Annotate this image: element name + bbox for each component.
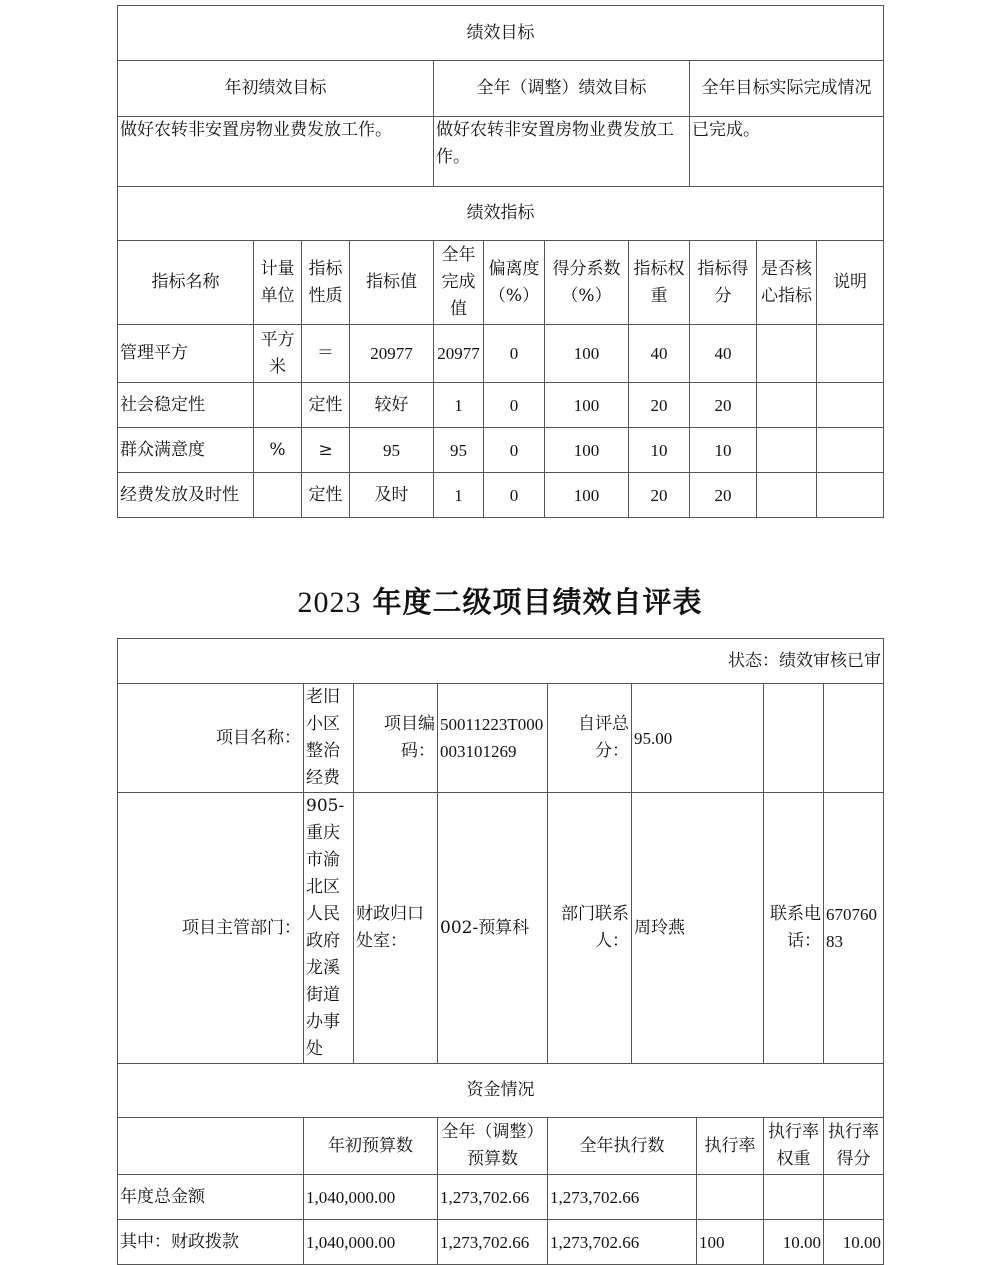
indicator-actual: 1 [434,383,484,428]
table-row [118,428,884,473]
indicator-core [757,428,817,473]
indicator-score: 10 [690,428,757,473]
col-header-note: 说明 [817,241,884,325]
indicator-note [817,428,884,473]
indicator-nature: ≥ [302,428,350,473]
funds-weight [764,1175,824,1220]
funds-executed: 1,273,702.66 [548,1220,697,1265]
status-label: 状态：绩效审核已审 [118,639,884,684]
table-row [118,1175,884,1220]
indicator-note [817,383,884,428]
self-score-label: 自评总分： [548,684,632,793]
indicator-note [817,325,884,383]
funds-row-label: 年度总金额 [118,1175,304,1220]
finance-office-label: 财政归口处室： [354,793,438,1064]
indicator-nature: 定性 [302,383,350,428]
col-header-score: 指标得分 [690,241,757,325]
funds-header-executed: 全年执行数 [548,1118,697,1175]
col-header-target: 指标值 [350,241,434,325]
document-title [0,580,1000,621]
adjusted-goal-value: 做好农转非安置房物业费发放工作。 [434,117,690,187]
indicator-coef: 100 [545,428,629,473]
contact-value: 周玲燕 [632,793,764,1064]
indicator-target: 及时 [350,473,434,518]
indicator-name: 群众满意度 [118,428,254,473]
title-text: 年度二级项目绩效自评表 [372,585,703,619]
performance-table [117,5,884,518]
funds-header-initial: 年初预算数 [304,1118,438,1175]
actual-completion-header: 全年目标实际完成情况 [690,61,884,117]
empty-cell [824,684,884,793]
indicator-score: 20 [690,473,757,518]
funds-score [824,1175,884,1220]
funds-section-header: 资金情况 [118,1064,884,1118]
initial-goal-header: 年初绩效目标 [118,61,434,117]
indicator-deviation: 0 [484,325,545,383]
indicator-weight: 20 [629,473,690,518]
funds-header-weight: 执行率权重 [764,1118,824,1175]
indicator-target: 较好 [350,383,434,428]
col-header-actual: 全年完成值 [434,241,484,325]
indicator-coef: 100 [545,473,629,518]
col-header-weight: 指标权重 [629,241,690,325]
indicator-core [757,325,817,383]
project-code-label: 项目编码： [354,684,438,793]
col-header-coef: 得分系数（%） [545,241,629,325]
indicator-weight: 10 [629,428,690,473]
col-header-nature: 指标性质 [302,241,350,325]
table-row [118,383,884,428]
indicator-score: 20 [690,383,757,428]
indicator-unit: % [254,428,302,473]
title-year: 2023 [297,586,362,619]
funds-row-label: 其中：财政拨款 [118,1220,304,1265]
col-header-unit: 计量单位 [254,241,302,325]
indicator-deviation: 0 [484,428,545,473]
indicator-nature: ＝ [302,325,350,383]
funds-initial: 1,040,000.00 [304,1175,438,1220]
indicator-score: 40 [690,325,757,383]
evaluation-table [117,638,884,1265]
indicator-name: 社会稳定性 [118,383,254,428]
col-header-deviation: 偏离度（%） [484,241,545,325]
indicator-unit [254,473,302,518]
project-name-label: 项目名称： [118,684,304,793]
indicator-unit [254,383,302,428]
funds-rate: 100 [697,1220,764,1265]
table-row [118,1220,884,1265]
empty-cell [764,684,824,793]
dept-label: 项目主管部门： [118,793,304,1064]
indicator-core [757,383,817,428]
indicator-actual: 95 [434,428,484,473]
indicator-deviation: 0 [484,383,545,428]
indicator-target: 95 [350,428,434,473]
col-header-core: 是否核心指标 [757,241,817,325]
self-score-value: 95.00 [632,684,764,793]
funds-score: 10.00 [824,1220,884,1265]
indicator-actual: 20977 [434,325,484,383]
indicator-weight: 40 [629,325,690,383]
indicator-note [817,473,884,518]
table-row [118,473,884,518]
indicator-name: 管理平方 [118,325,254,383]
funds-initial: 1,040,000.00 [304,1220,438,1265]
col-header-name: 指标名称 [118,241,254,325]
indicator-name: 经费发放及时性 [118,473,254,518]
initial-goal-value: 做好农转非安置房物业费发放工作。 [118,117,434,187]
phone-label: 联系电话： [764,793,824,1064]
funds-weight: 10.00 [764,1220,824,1265]
indicator-coef: 100 [545,325,629,383]
indicator-deviation: 0 [484,473,545,518]
funds-header-blank [118,1118,304,1175]
indicator-weight: 20 [629,383,690,428]
phone-value: 67076083 [824,793,884,1064]
funds-header-adjusted: 全年（调整）预算数 [438,1118,548,1175]
adjusted-goal-header: 全年（调整）绩效目标 [434,61,690,117]
funds-adjusted: 1,273,702.66 [438,1175,548,1220]
actual-completion-value: 已完成。 [690,117,884,187]
funds-adjusted: 1,273,702.66 [438,1220,548,1265]
funds-header-rate: 执行率 [697,1118,764,1175]
finance-office-value: 002-预算科 [438,793,548,1064]
dept-value: 905-重庆市渝北区人民政府龙溪街道办事处 [304,793,354,1064]
funds-rate [697,1175,764,1220]
indicator-target: 20977 [350,325,434,383]
indicator-coef: 100 [545,383,629,428]
indicator-actual: 1 [434,473,484,518]
indicator-nature: 定性 [302,473,350,518]
funds-executed: 1,273,702.66 [548,1175,697,1220]
goal-section-header: 绩效目标 [118,6,884,61]
project-name-value: 老旧小区整治经费 [304,684,354,793]
table-row [118,325,884,383]
funds-header-score: 执行率得分 [824,1118,884,1175]
indicator-section-header: 绩效指标 [118,187,884,241]
contact-label: 部门联系人： [548,793,632,1064]
project-code-value: 50011223T000003101269 [438,684,548,793]
indicator-core [757,473,817,518]
indicator-unit: 平方米 [254,325,302,383]
